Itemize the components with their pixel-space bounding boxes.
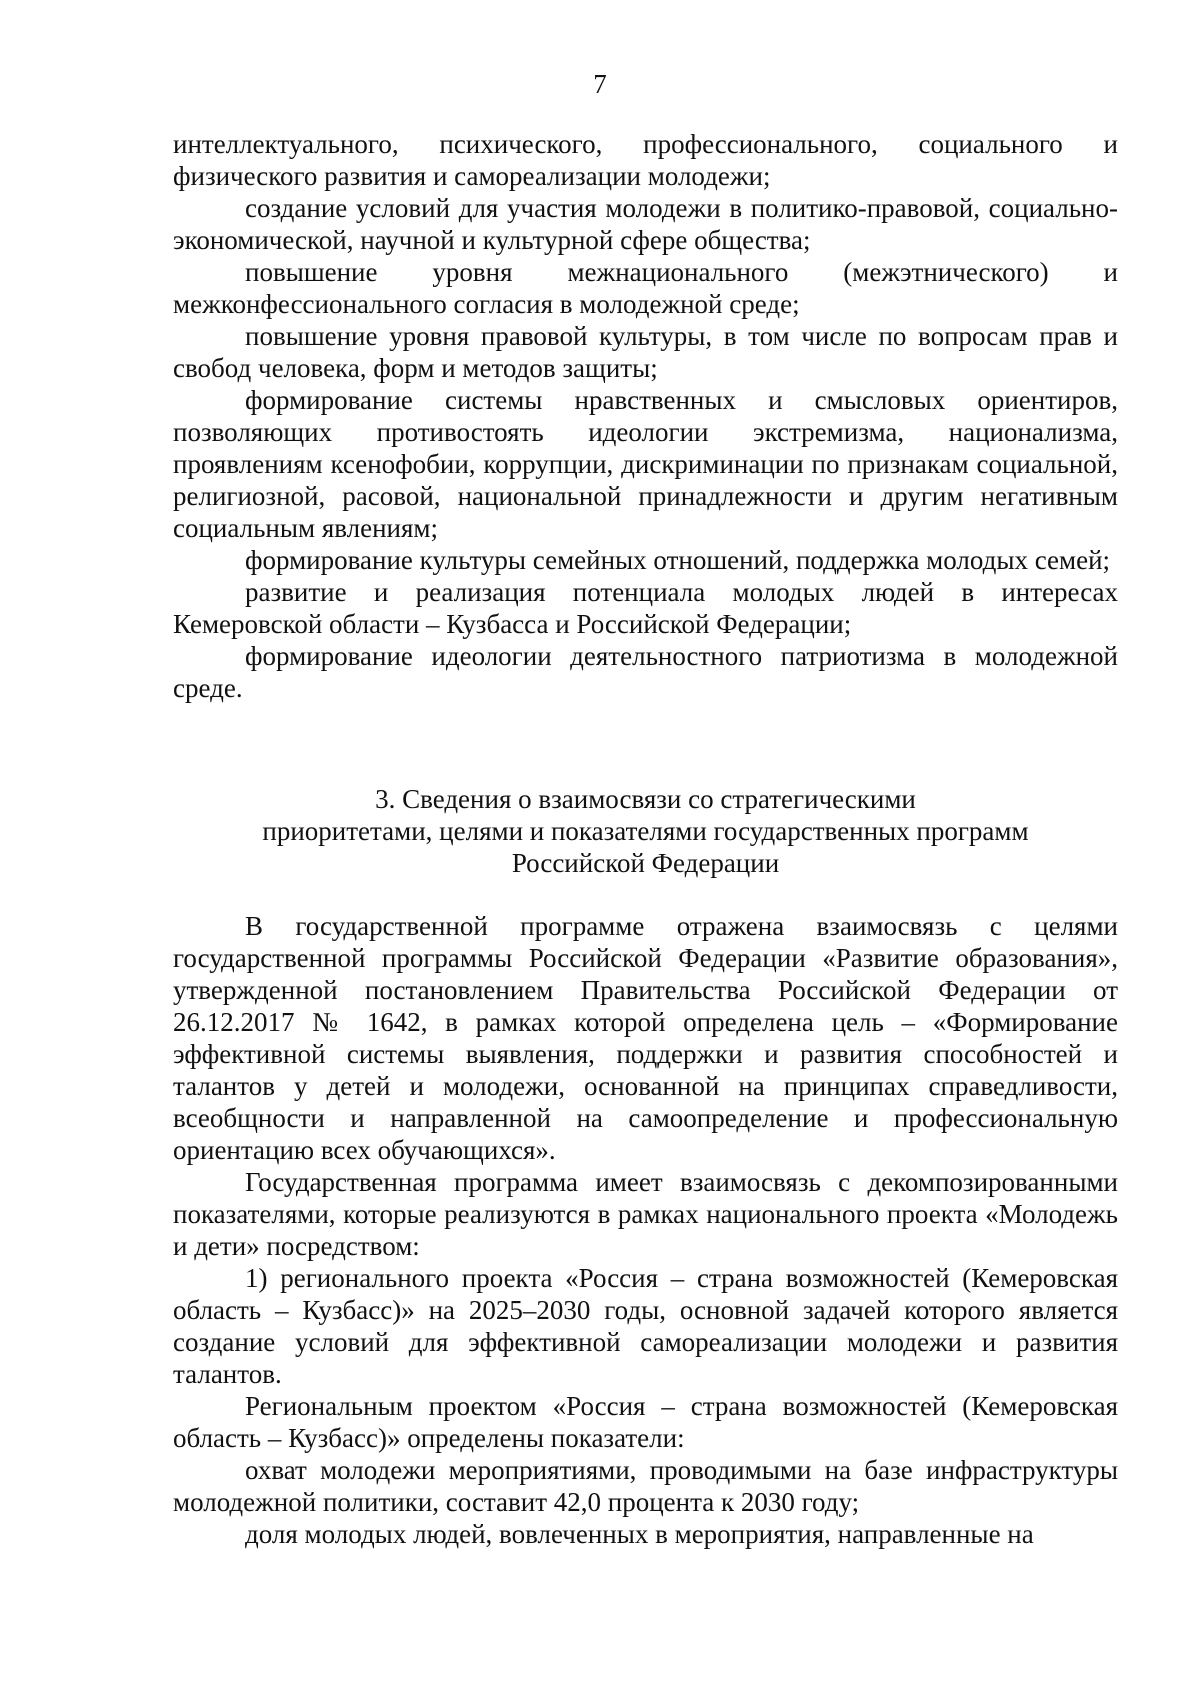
page-number: 7 [593, 69, 607, 99]
body-paragraph: охват молодежи мероприятиями, проводимыми на базе инфраструктуры молодежной политики, составит 42,0 процента к 2030 году; [173, 1455, 1118, 1517]
body-paragraph: Региональным проектом «Россия – страна возможностей (Кемеровская область – Кузбасс)» определены показатели: [173, 1391, 1118, 1453]
body-paragraph: 1) регионального проекта «Россия – страна возможностей (Кемеровская область – Кузбасс)» на 2025–2030 годы, основной задачей которого является создание условий для эффективной самореализации молодежи и развития талантов. [173, 1263, 1118, 1389]
goals-list [173, 128, 1118, 704]
list-item: формирование идеологии деятельностного патриотизма в молодежной среде. [173, 641, 1118, 703]
body-paragraph: доля молодых людей, вовлеченных в мероприятия, направленные на [245, 1519, 1034, 1549]
list-item: формирование системы нравственных и смысловых ориентиров, позволяющих противостоять идеологии экстремизма, национализма, проявлениям ксенофобии, коррупции, дискриминации по признакам социальной, религиозной, расовой, национальной принадлежности и другим негативным социальным явлениям; [173, 385, 1118, 543]
list-item: повышение уровня правовой культуры, в том числе по вопросам прав и свобод человека, форм и методов защиты; [173, 321, 1118, 383]
body-paragraph: В государственной программе отражена взаимосвязь с целями государственной программы Российской Федерации «Развитие образования», утвержденной постановлением Правительства Российской Федерации от 26.12.2017 № 1642, в рамках которой определена цель – «Формирование эффективной системы выявления, поддержки и развития способностей и талантов у детей и молодежи, основанной на принципах справедливости, всеобщности и направленной на самоопределение и профессиональную ориентацию всех обучающихся». [173, 911, 1118, 1165]
section-heading-line-1: 3. Сведения о взаимосвязи со стратегическими [375, 784, 916, 814]
list-item: формирование культуры семейных отношений, поддержка молодых семей; [245, 545, 1111, 575]
list-item: повышение уровня межнационального (межэтнического) и межконфессионального согласия в молодежной среде; [173, 257, 1118, 319]
section-heading-line-2: приоритетами, целями и показателями государственных программ [262, 816, 1029, 846]
section-heading-line-3: Российской Федерации [511, 848, 780, 878]
list-item: интеллектуального, психического, профессионального, социального и физического развития и самореализации молодежи; [173, 129, 1118, 191]
section-body [173, 910, 1118, 1550]
list-item: развитие и реализация потенциала молодых людей в интересах Кемеровской области – Кузбасса и Российской Федерации; [173, 577, 1118, 639]
section-heading [173, 783, 1118, 879]
list-item: создание условий для участия молодежи в политико-правовой, социально-экономической, научной и культурной сфере общества; [173, 193, 1118, 255]
body-paragraph: Государственная программа имеет взаимосвязь с декомпозированными показателями, которые реализуются в рамках национального проекта «Молодежь и дети» посредством: [173, 1167, 1118, 1261]
